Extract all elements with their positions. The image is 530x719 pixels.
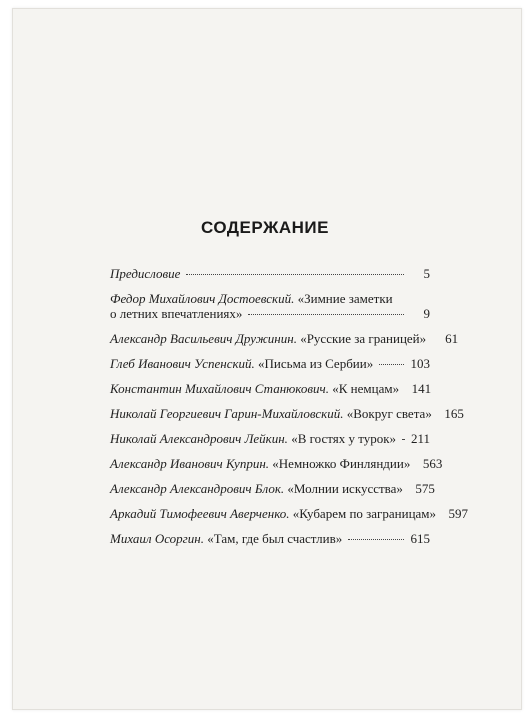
toc-page-number: 615 [410,531,430,546]
toc-entry-druzhinin [110,331,459,346]
toc-author: Предисловие [110,266,181,281]
toc-page-number: 165 [444,406,464,421]
toc-page-number: 103 [410,356,430,371]
dot-leader [379,364,404,365]
toc-work-title: «Зимние заметки [297,291,393,306]
toc-work-title: «В гостях у турок» [291,431,397,446]
toc-work-title: «Вокруг света» [346,406,432,421]
toc-author: Николай Александрович Лейкин. [110,431,288,446]
toc-page-number: 9 [423,306,430,321]
toc-work-title: «Молнии искусства» [287,481,403,496]
toc-page-number: 211 [410,431,430,446]
toc-author: Федор Михайлович Достоевский. [110,291,295,306]
toc-work-title: «Кубарем по заграницам» [292,506,437,521]
toc-page-number: 563 [422,456,443,471]
toc-entry-osorgin [110,531,430,546]
toc-work-title: «К немцам» [332,381,400,396]
table-of-contents [110,266,469,556]
toc-author: Александр Александрович Блок. [110,481,285,496]
toc-author: Александр Васильевич Дружинин. [110,331,297,346]
toc-entry-uspensky [110,356,430,371]
dot-leader [248,314,404,315]
toc-entry-garin-mikhailovsky [110,406,464,421]
toc-author: Глеб Иванович Успенский. [110,356,255,371]
toc-author: Константин Михайлович Станюкович. [110,381,329,396]
toc-entry-blok [110,481,435,496]
toc-author: Аркадий Тимофеевич Аверченко. [110,506,290,521]
toc-work-title: «Русские за границей» [300,331,427,346]
toc-entry-leikin [110,431,430,446]
toc-author: Александр Иванович Куприн. [110,456,270,471]
dot-leader [186,274,404,275]
toc-page-number: 141 [411,381,432,396]
toc-entry-averchenko [110,506,469,521]
toc-page-number: 575 [415,481,435,496]
toc-entry-stanyukovich [110,381,430,396]
toc-entry-preface [110,266,430,281]
toc-work-title: «Немножко Финляндии» [272,456,411,471]
toc-page-number: 61 [445,331,459,346]
dot-leader [348,539,404,540]
toc-page-number: 5 [423,266,430,281]
toc-page-number: 597 [448,506,469,521]
toc-entry-dostoevsky [110,291,430,321]
toc-work-title: «Письма из Сербии» [258,356,374,371]
toc-work-title: «Там, где был счастлив» [207,531,343,546]
page-title: СОДЕРЖАНИЕ [201,218,329,237]
toc-entry-kuprin [110,456,443,471]
toc-work-title-continued: о летних впечатлениях» [110,306,243,321]
toc-author: Николай Георгиевич Гарин-Михайловский. [110,406,344,421]
dot-leader [402,439,404,440]
toc-author: Михаил Осоргин. [110,531,204,546]
